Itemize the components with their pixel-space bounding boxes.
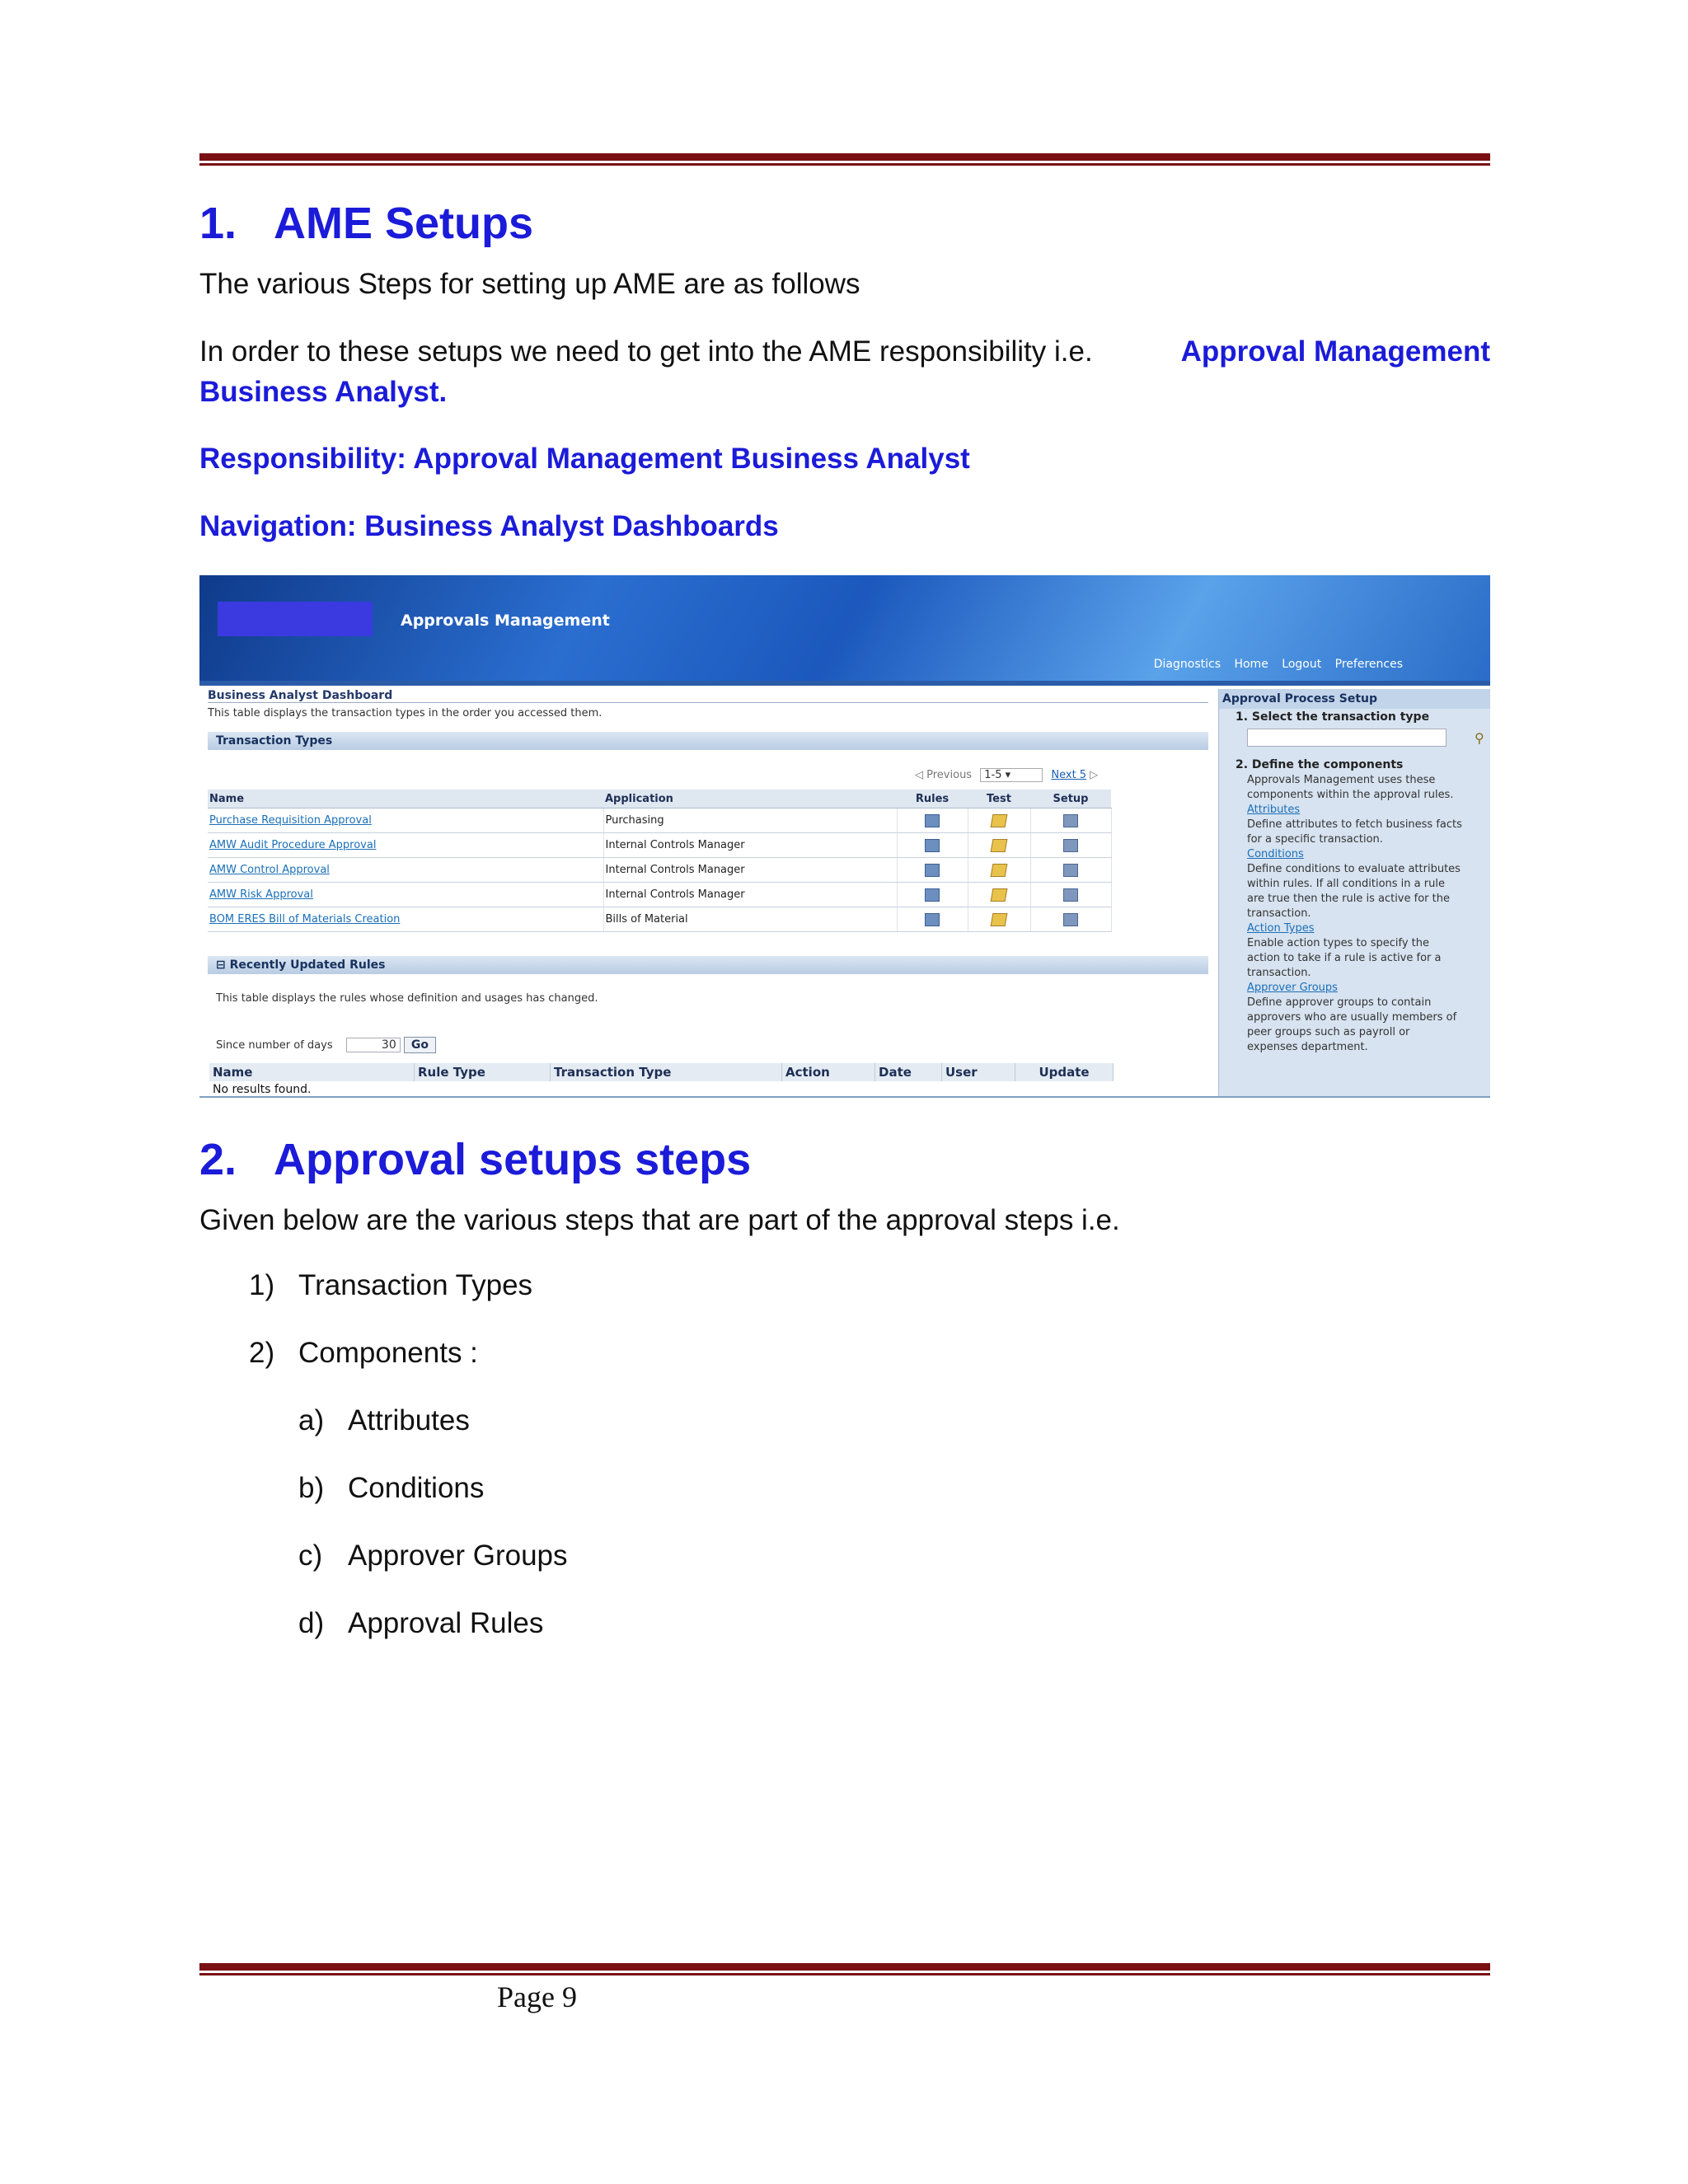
transaction-link[interactable]: Purchase Requisition Approval bbox=[209, 814, 372, 827]
header-rule bbox=[199, 153, 1490, 166]
test-icon[interactable] bbox=[991, 839, 1008, 852]
no-results: No results found. bbox=[213, 1083, 312, 1096]
rule-col-name: Name bbox=[209, 1063, 415, 1081]
previous-link[interactable]: Previous bbox=[926, 769, 973, 781]
application-cell: Bills of Material bbox=[603, 907, 897, 932]
rules-icon[interactable] bbox=[925, 864, 940, 877]
rules-icon[interactable] bbox=[925, 913, 940, 926]
application-cell: Internal Controls Manager bbox=[603, 858, 897, 883]
footer-rule bbox=[199, 1963, 1490, 1975]
sub-list-item bbox=[298, 1472, 484, 1505]
col-name: Name bbox=[208, 790, 603, 808]
transaction-link[interactable]: AMW Risk Approval bbox=[209, 888, 313, 901]
list-item bbox=[249, 1337, 478, 1370]
col-test: Test bbox=[968, 790, 1030, 808]
col-setup: Setup bbox=[1030, 790, 1111, 808]
setup-icon[interactable] bbox=[1063, 913, 1078, 926]
list-text: Components : bbox=[298, 1337, 478, 1369]
transaction-link[interactable]: BOM ERES Bill of Materials Creation bbox=[209, 913, 401, 926]
logout-link[interactable]: Logout bbox=[1282, 658, 1322, 671]
recent-rules-title: Recently Updated Rules bbox=[229, 958, 386, 972]
table-row bbox=[208, 858, 1111, 883]
table-row bbox=[208, 907, 1111, 932]
setup-icon[interactable] bbox=[1063, 839, 1078, 852]
range-select[interactable] bbox=[980, 768, 1043, 782]
panel-step2: 2. Define the components bbox=[1236, 758, 1404, 771]
rule-col-action: Action bbox=[782, 1063, 875, 1081]
responsibility-line: Responsibility: Approval Management Business Analyst bbox=[199, 443, 970, 475]
transaction-search-input[interactable] bbox=[1247, 729, 1447, 747]
list-marker: c) bbox=[298, 1540, 323, 1572]
rule-col-type: Rule Type bbox=[415, 1063, 551, 1081]
section2-heading bbox=[199, 1134, 751, 1185]
transaction-types-header: Transaction Types bbox=[208, 732, 1208, 750]
list-marker: d) bbox=[298, 1607, 325, 1639]
section1-paragraph bbox=[199, 331, 1490, 412]
table-description: This table displays the transaction types in the order you accessed them. bbox=[208, 707, 603, 719]
rules-icon[interactable] bbox=[925, 814, 940, 827]
page-number: Page 9 bbox=[497, 1980, 577, 2013]
approver-groups-link[interactable]: Approver Groups bbox=[1247, 982, 1338, 994]
paragraph-text: In order to these setups we need to get into the AME responsibility i.e. bbox=[199, 335, 1093, 368]
responsibility-highlight-1: Approval Management bbox=[1180, 335, 1490, 368]
ame-dashboard-screenshot bbox=[199, 575, 1490, 1098]
approval-process-panel bbox=[1218, 689, 1490, 1096]
setup-icon[interactable] bbox=[1063, 814, 1078, 827]
responsibility-highlight-2: Business Analyst. bbox=[199, 376, 448, 408]
attributes-desc: Define attributes to fetch business facts for a specific transaction. bbox=[1247, 818, 1462, 846]
panel-title: Approval Process Setup bbox=[1219, 689, 1490, 709]
sub-list-item bbox=[298, 1607, 543, 1640]
action-types-desc: Enable action types to specify the action to take if a rule is active for a transaction. bbox=[1247, 937, 1442, 979]
list-marker: 2) bbox=[249, 1337, 275, 1369]
rules-icon[interactable] bbox=[925, 839, 940, 852]
since-label: Since number of days bbox=[216, 1039, 333, 1052]
panel-step2-desc: Approvals Management uses these components within the approval rules. bbox=[1247, 774, 1454, 801]
app-title: Approvals Management bbox=[401, 612, 610, 630]
test-icon[interactable] bbox=[991, 864, 1008, 877]
setup-icon[interactable] bbox=[1063, 864, 1078, 877]
banner-divider bbox=[199, 681, 1490, 686]
recent-rules-description: This table displays the rules whose definition and usages has changed. bbox=[216, 992, 598, 1005]
transaction-link[interactable]: AMW Control Approval bbox=[209, 864, 330, 876]
since-days-input[interactable]: 30 bbox=[346, 1038, 401, 1052]
list-text: Approval Rules bbox=[348, 1607, 544, 1639]
application-cell: Internal Controls Manager bbox=[603, 833, 897, 858]
section1-number: 1. bbox=[199, 199, 237, 248]
previous-icon[interactable]: ◁ bbox=[915, 769, 923, 781]
action-types-link[interactable]: Action Types bbox=[1247, 922, 1315, 935]
panel-search-row bbox=[1219, 725, 1490, 750]
table-row bbox=[208, 808, 1111, 833]
transaction-link[interactable]: AMW Audit Procedure Approval bbox=[209, 839, 377, 851]
chevron-down-icon: ▾ bbox=[1005, 769, 1011, 781]
range-value: 1-5 bbox=[984, 769, 1002, 781]
approver-groups-desc: Define approver groups to contain approvers who are usually members of peer groups such as payroll or expenses department. bbox=[1247, 996, 1457, 1053]
section2-number: 2. bbox=[199, 1135, 237, 1184]
next-icon[interactable]: ▷ bbox=[1090, 769, 1099, 781]
recent-rules-table bbox=[209, 1063, 1114, 1098]
application-cell: Internal Controls Manager bbox=[603, 883, 897, 907]
since-days-row bbox=[216, 1037, 436, 1053]
section1-title: AME Setups bbox=[274, 199, 534, 248]
navigation-line: Navigation: Business Analyst Dashboards bbox=[199, 510, 779, 542]
panel-step1: 1. Select the transaction type bbox=[1236, 710, 1430, 724]
global-links bbox=[1144, 658, 1403, 671]
list-text: Conditions bbox=[348, 1472, 485, 1504]
attributes-link[interactable]: Attributes bbox=[1247, 804, 1301, 816]
section2-intro: Given below are the various steps that are part of the approval steps i.e. bbox=[199, 1204, 1120, 1236]
next-link[interactable]: Next 5 bbox=[1051, 769, 1087, 781]
conditions-link[interactable]: Conditions bbox=[1247, 848, 1304, 860]
diagnostics-link[interactable]: Diagnostics bbox=[1153, 658, 1221, 671]
list-item bbox=[249, 1269, 532, 1302]
preferences-link[interactable]: Preferences bbox=[1334, 658, 1403, 671]
recent-rules-header bbox=[208, 956, 1208, 974]
list-marker: b) bbox=[298, 1472, 325, 1504]
test-icon[interactable] bbox=[991, 888, 1008, 902]
page-title: Business Analyst Dashboard bbox=[208, 689, 1208, 703]
section2-title: Approval setups steps bbox=[274, 1135, 752, 1184]
rule-col-user: User bbox=[942, 1063, 1015, 1081]
test-icon[interactable] bbox=[991, 913, 1008, 926]
collapse-icon[interactable]: ⊟ bbox=[216, 958, 226, 972]
table-row bbox=[208, 833, 1111, 858]
list-marker: a) bbox=[298, 1404, 325, 1436]
transaction-types-table bbox=[208, 790, 1112, 932]
app-banner bbox=[199, 575, 1490, 681]
search-icon[interactable]: ⚲ bbox=[1475, 729, 1484, 746]
setup-icon[interactable] bbox=[1063, 888, 1078, 902]
rules-icon[interactable] bbox=[925, 888, 940, 902]
section1-heading bbox=[199, 198, 533, 249]
section1-intro: The various Steps for setting up AME are as follows bbox=[199, 268, 860, 300]
rule-col-update: Update bbox=[1015, 1063, 1114, 1081]
conditions-desc: Define conditions to evaluate attributes within rules. If all conditions in a rule are true then the rule is active for the transaction. bbox=[1247, 863, 1461, 920]
rule-col-transaction: Transaction Type bbox=[551, 1063, 782, 1081]
col-application: Application bbox=[603, 790, 897, 808]
list-text: Transaction Types bbox=[298, 1269, 533, 1301]
home-link[interactable]: Home bbox=[1234, 658, 1268, 671]
go-button[interactable]: Go bbox=[404, 1037, 436, 1053]
test-icon[interactable] bbox=[991, 814, 1008, 827]
list-marker: 1) bbox=[249, 1269, 275, 1301]
sub-list-item bbox=[298, 1540, 568, 1572]
table-row bbox=[208, 883, 1111, 907]
application-cell: Purchasing bbox=[603, 808, 897, 833]
list-text: Attributes bbox=[348, 1404, 470, 1436]
list-text: Approver Groups bbox=[348, 1540, 568, 1572]
sub-list-item bbox=[298, 1404, 470, 1437]
logo-placeholder bbox=[218, 602, 373, 636]
pager bbox=[915, 768, 1098, 782]
col-rules: Rules bbox=[897, 790, 968, 808]
rule-col-date: Date bbox=[875, 1063, 942, 1081]
